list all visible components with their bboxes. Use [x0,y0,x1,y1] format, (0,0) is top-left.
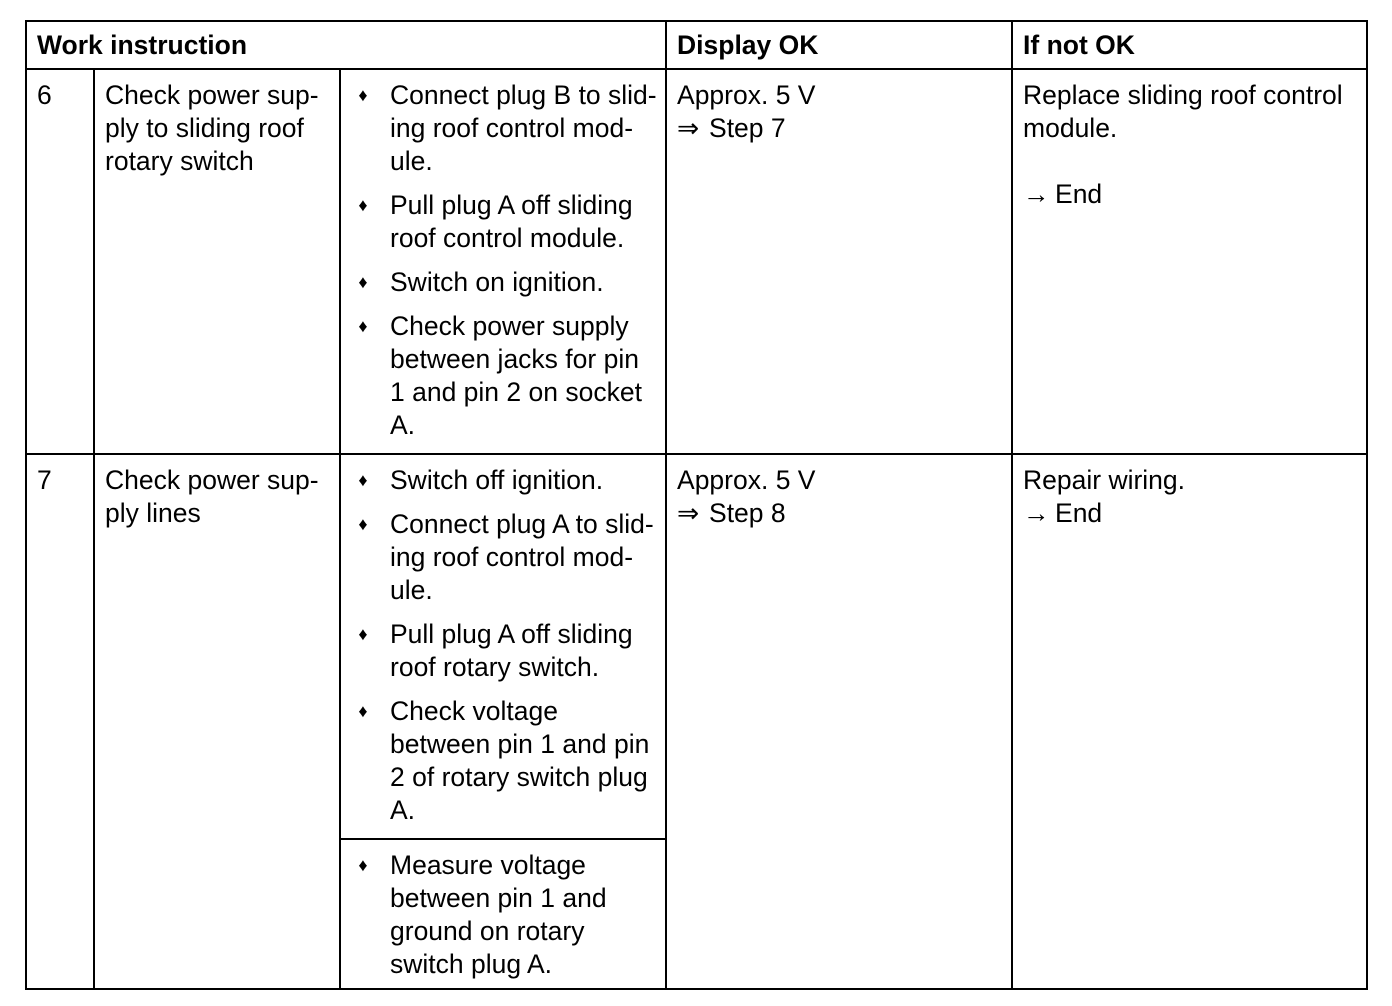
instruction-line: Connect plug A to slid- [390,509,654,539]
instruction-list-cell [340,454,666,839]
arrow-right-icon: → [1023,179,1050,209]
list-item [351,695,657,827]
header-work-instruction: Work instruction [26,21,666,69]
action-line: Check power sup- [105,80,319,110]
remedy-line: module. [1023,113,1118,143]
instruction-line: 2 of rotary switch plug [390,762,648,792]
double-arrow-right-icon: ⇒ [677,498,700,528]
diamond-bullet-icon: ♦ [358,85,368,105]
display-next-step [677,497,1001,530]
step-action [94,69,340,454]
list-item [351,266,657,299]
action-line: Check power sup- [105,465,319,495]
list-item [351,189,657,255]
instruction-line: Pull plug A off sliding [390,619,633,649]
instruction-line: between pin 1 and pin [390,729,650,759]
diamond-bullet-icon: ♦ [358,195,368,215]
instruction-line: Switch on ignition. [390,267,604,297]
instruction-line: Measure voltage [390,850,586,880]
instruction-list [351,849,657,981]
list-item [351,79,657,178]
instruction-line: ing roof control mod- [390,113,634,143]
instruction-line: 1 and pin 2 on socket [390,377,642,407]
remedy-line: Replace sliding roof control [1023,80,1343,110]
diamond-bullet-icon: ♦ [358,470,368,490]
work-instruction-table [25,20,1368,990]
list-item [351,310,657,442]
end-label: End [1055,498,1103,528]
next-step-label: Step 7 [709,113,786,143]
instruction-list [351,79,657,442]
instruction-line: A. [390,410,416,440]
double-arrow-right-icon: ⇒ [677,113,700,143]
instruction-line: between pin 1 and [390,883,607,913]
instruction-line: A. [390,795,416,825]
header-display-ok: Display OK [666,21,1012,69]
remedy-line: Repair wiring. [1023,465,1186,495]
diamond-bullet-icon: ♦ [358,701,368,721]
diamond-bullet-icon: ♦ [358,855,368,875]
table-row-step-6 [26,69,1367,454]
diamond-bullet-icon: ♦ [358,514,368,534]
list-item [351,508,657,607]
instruction-line: Check voltage [390,696,558,726]
arrow-right-icon: → [1023,498,1050,528]
display-value: Approx. 5 V [677,465,816,495]
instruction-line: Connect plug B to slid- [390,80,657,110]
instruction-list-cell [340,69,666,454]
diamond-bullet-icon: ♦ [358,272,368,292]
instruction-line: Pull plug A off sliding [390,190,633,220]
instruction-line: switch plug A. [390,949,553,979]
display-next-step [677,112,1001,145]
display-ok-cell [666,454,1012,989]
step-number: 7 [26,454,94,989]
diamond-bullet-icon: ♦ [358,624,368,644]
instruction-list-cell [340,839,666,989]
display-value: Approx. 5 V [677,80,816,110]
remedy-end [1023,178,1356,211]
list-item [351,618,657,684]
end-label: End [1055,179,1103,209]
instruction-line: Switch off ignition. [390,465,604,495]
instruction-line: Check power supply [390,311,629,341]
step-number: 6 [26,69,94,454]
action-line: ply to sliding roof [105,113,304,143]
instruction-line: between jacks for pin [390,344,639,374]
instruction-line: ground on rotary [390,916,585,946]
action-line: ply lines [105,498,201,528]
list-item [351,464,657,497]
table-row-step-7 [26,454,1367,839]
instruction-line: ing roof control mod- [390,542,634,572]
if-not-ok-cell [1012,69,1367,454]
instruction-line: ule. [390,146,433,176]
header-if-not-ok: If not OK [1012,21,1367,69]
instruction-line: roof control module. [390,223,625,253]
header-row [26,21,1367,69]
instruction-line: ule. [390,575,433,605]
instruction-list [351,464,657,827]
remedy-end [1023,497,1356,530]
action-line: rotary switch [105,146,254,176]
diamond-bullet-icon: ♦ [358,316,368,336]
list-item [351,849,657,981]
display-ok-cell [666,69,1012,454]
if-not-ok-cell [1012,454,1367,989]
next-step-label: Step 8 [709,498,786,528]
step-action [94,454,340,989]
instruction-line: roof rotary switch. [390,652,600,682]
